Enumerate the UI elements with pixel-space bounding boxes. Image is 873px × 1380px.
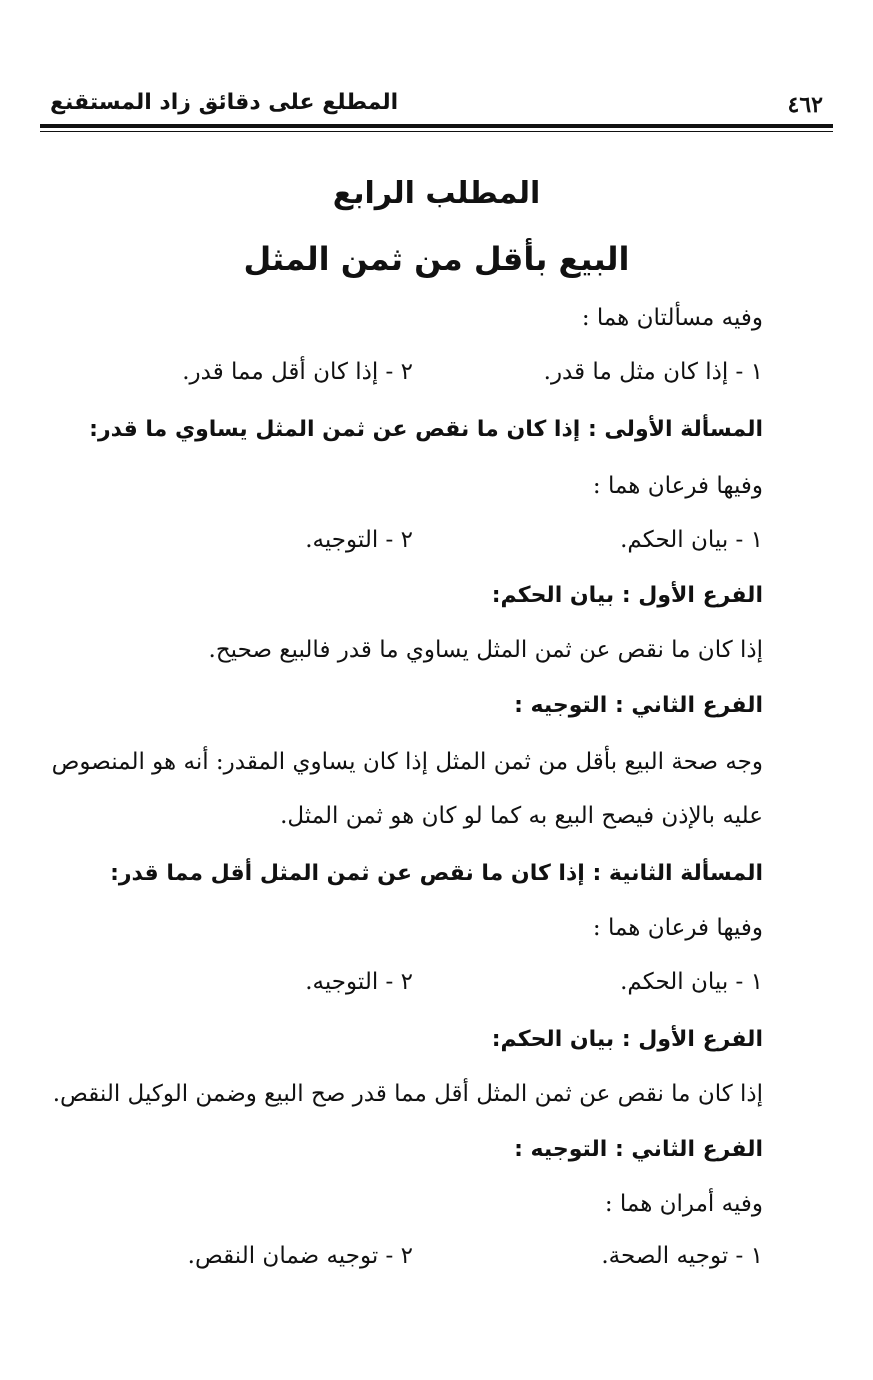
section-title: البيع بأقل من ثمن المثل [243,240,630,278]
q2-b2-item-2: ٢ - توجيه ضمان النقص. [187,1243,413,1269]
q1-branches-intro: وفيها فرعان هما : [592,473,763,499]
intro-text: وفيه مسألتان هما : [581,305,763,331]
q2-b2-intro: وفيه أمران هما : [604,1191,763,1217]
q1-b1-heading: الفرع الأول : بيان الحكم: [491,583,763,608]
running-title: المطلع على دقائق زاد المستقنع [50,90,399,115]
q2-b2-item-1: ١ - توجيه الصحة. [601,1243,763,1269]
q2-branches-intro: وفيها فرعان هما : [592,915,763,941]
page-number: ٤٦٢ [787,92,823,118]
intro-item-2: ٢ - إذا كان أقل مما قدر. [182,359,413,385]
q1-branch-2: ٢ - التوجيه. [305,527,413,553]
q2-branch-2: ٢ - التوجيه. [305,969,413,995]
section-heading: المطلب الرابع [332,176,541,211]
q1-branch-1: ١ - بيان الحكم. [620,527,763,553]
header-rule-thick [40,124,833,128]
q1-b2-text-2: عليه بالإذن فيصح البيع به كما لو كان هو ثمن المثل. [280,803,763,829]
intro-item-1: ١ - إذا كان مثل ما قدر. [543,359,763,385]
q2-heading: المسألة الثانية : إذا كان ما نقص عن ثمن المثل أقل مما قدر: [110,861,763,886]
q1-b2-heading: الفرع الثاني : التوجيه : [514,693,763,718]
header-rule-thin [40,131,833,132]
q1-heading: المسألة الأولى : إذا كان ما نقص عن ثمن المثل يساوي ما قدر: [89,417,763,442]
q1-b1-text: إذا كان ما نقص عن ثمن المثل يساوي ما قدر فالبيع صحيح. [208,637,763,663]
q2-b1-text: إذا كان ما نقص عن ثمن المثل أقل مما قدر صح البيع وضمن الوكيل النقص. [52,1081,763,1107]
q2-b1-heading: الفرع الأول : بيان الحكم: [491,1027,763,1052]
q2-branch-1: ١ - بيان الحكم. [620,969,763,995]
page-header [40,86,833,122]
q2-b2-heading: الفرع الثاني : التوجيه : [514,1137,763,1162]
q1-b2-text-1: وجه صحة البيع بأقل من ثمن المثل إذا كان يساوي المقدر: أنه هو المنصوص [51,749,763,775]
